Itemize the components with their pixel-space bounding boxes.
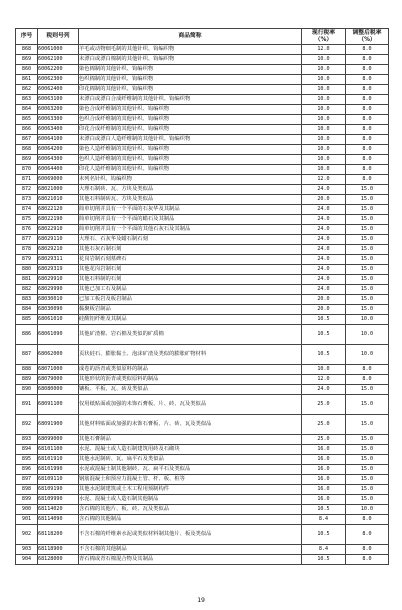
current-rate-cell: 16.0	[302, 485, 346, 495]
code-cell: 68021000	[38, 185, 79, 195]
name-cell: 其他矿渣棉、岩石棉及类似的矿质棉	[79, 325, 302, 345]
current-rate-cell: 24.0	[302, 275, 346, 285]
code-cell: 68029910	[38, 275, 79, 285]
adjusted-rate-cell: 8.0	[346, 365, 389, 375]
seq-cell: 870	[16, 165, 38, 175]
table-row	[16, 95, 389, 105]
code-cell: 68062000	[38, 345, 79, 365]
code-cell: 68114090	[38, 515, 79, 525]
seq-cell: 874	[16, 205, 38, 215]
table-row	[16, 395, 389, 415]
current-rate-cell: 10.5	[302, 505, 346, 515]
adjusted-rate-cell: 15.0	[346, 485, 389, 495]
current-rate-cell: 24.0	[302, 185, 346, 195]
seq-cell: 868	[16, 45, 38, 55]
seq-cell: 877	[16, 235, 38, 245]
table-row	[16, 525, 389, 545]
adjusted-rate-cell: 15.0	[346, 395, 389, 415]
name-cell: 黏聚板岩制品	[79, 305, 302, 315]
adjusted-rate-cell: 8.0	[346, 155, 389, 165]
code-cell: 68021010	[38, 195, 79, 205]
table-row	[16, 125, 389, 135]
adjusted-rate-cell: 10.0	[346, 315, 389, 325]
table-row	[16, 275, 389, 285]
header-current-rate: 现行税率 （%）	[302, 29, 346, 45]
table-row	[16, 295, 389, 305]
table-row	[16, 115, 389, 125]
table-row	[16, 45, 389, 55]
code-cell: 60064200	[38, 145, 79, 155]
adjusted-rate-cell: 8.0	[346, 545, 389, 555]
adjusted-rate-cell: 10.0	[346, 345, 389, 365]
table-row	[16, 495, 389, 505]
code-cell: 60063400	[38, 125, 79, 135]
name-cell: 印花棉制的其他针织、钩编织物	[79, 85, 302, 95]
current-rate-cell: 10.0	[302, 75, 346, 85]
adjusted-rate-cell: 15.0	[346, 475, 389, 485]
table-row	[16, 175, 389, 185]
code-cell: 68101910	[38, 455, 79, 465]
table-row	[16, 315, 389, 325]
current-rate-cell: 24.0	[302, 225, 346, 235]
table-row	[16, 545, 389, 555]
seq-cell: 866	[16, 125, 38, 135]
adjusted-rate-cell: 8.0	[346, 115, 389, 125]
current-rate-cell: 16.0	[302, 445, 346, 455]
adjusted-rate-cell: 15.0	[346, 305, 389, 315]
table-row	[16, 555, 389, 565]
adjusted-rate-cell: 8.0	[346, 75, 389, 85]
table-row	[16, 475, 389, 485]
name-cell: 水泥、混凝土或人造石制其他制品	[79, 495, 302, 505]
code-cell: 60062300	[38, 75, 79, 85]
current-rate-cell: 12.0	[302, 375, 346, 385]
name-cell: 染色人造纤维制的其他针织、钩编织物	[79, 145, 302, 155]
seq-cell: 891	[16, 395, 38, 415]
name-cell: 其他石料制的石刻	[79, 275, 302, 285]
current-rate-cell: 24.0	[302, 265, 346, 275]
adjusted-rate-cell: 8.0	[346, 55, 389, 65]
name-cell: 印花合成纤维制的其他针织、钩编织物	[79, 125, 302, 135]
seq-cell: 892	[16, 415, 38, 435]
name-cell: 其他石料制砖瓦、方块及类似品	[79, 195, 302, 205]
table-row	[16, 145, 389, 155]
code-cell: 60062200	[38, 65, 79, 75]
seq-cell: 889	[16, 375, 38, 385]
table-row	[16, 65, 389, 75]
name-cell: 不含石棉的纤维素水泥或类似材料制其他片、板及类似品	[79, 525, 302, 545]
current-rate-cell: 10.0	[302, 165, 346, 175]
name-cell: 简单切削并具有一个平面的其他石灰石及其制品	[79, 225, 302, 235]
adjusted-rate-cell: 8.0	[346, 515, 389, 525]
table-row	[16, 305, 389, 315]
current-rate-cell: 16.0	[302, 455, 346, 465]
code-cell: 68022190	[38, 215, 79, 225]
adjusted-rate-cell: 15.0	[346, 205, 389, 215]
current-rate-cell: 10.0	[302, 125, 346, 135]
tariff-table	[15, 28, 389, 565]
name-cell: 简单切削并具有一个平面的蜡石及其制品	[79, 215, 302, 225]
code-cell: 68099000	[38, 435, 79, 445]
code-cell: 68029311	[38, 255, 79, 265]
code-cell: 60069000	[38, 175, 79, 185]
seq-cell: 881	[16, 275, 38, 285]
code-cell: 68109990	[38, 495, 79, 505]
table-row	[16, 455, 389, 465]
current-rate-cell: 16.0	[302, 495, 346, 505]
adjusted-rate-cell: 15.0	[346, 415, 389, 435]
adjusted-rate-cell: 15.0	[346, 235, 389, 245]
name-cell: 其他石灰石制石刻	[79, 245, 302, 255]
current-rate-cell: 20.0	[302, 305, 346, 315]
seq-cell: 887	[16, 345, 38, 365]
adjusted-rate-cell: 8.0	[346, 65, 389, 75]
seq-cell: 873	[16, 195, 38, 205]
name-cell: 青石棉或青石棉混合物及其制品	[79, 555, 302, 565]
adjusted-rate-cell: 15.0	[346, 275, 389, 285]
table-row	[16, 215, 389, 225]
current-rate-cell: 25.0	[302, 395, 346, 415]
code-cell: 60064300	[38, 155, 79, 165]
table-row	[16, 385, 389, 395]
seq-cell: 885	[16, 315, 38, 325]
code-cell: 68114020	[38, 505, 79, 515]
name-cell: 染色棉制的其他针织、钩编织物	[79, 65, 302, 75]
adjusted-rate-cell: 15.0	[346, 385, 389, 395]
name-cell: 页状硅石、膨胀黏土、泡沫矿渣及类似的膨胀矿物材料	[79, 345, 302, 365]
seq-cell: 869	[16, 155, 38, 165]
adjusted-rate-cell: 15.0	[346, 495, 389, 505]
table-row	[16, 245, 389, 255]
adjusted-rate-cell: 10.0	[346, 325, 389, 345]
table-row	[16, 195, 389, 205]
current-rate-cell: 10.5	[302, 525, 346, 545]
name-cell: 简单切削并具有一个平面的石灰华及其制品	[79, 205, 302, 215]
name-cell: 其他形状的沥青或类似原料的制品	[79, 375, 302, 385]
current-rate-cell: 25.0	[302, 415, 346, 435]
seq-cell: 900	[16, 505, 38, 515]
seq-cell: 882	[16, 285, 38, 295]
name-cell: 大理石制砖、瓦、方块及类似品	[79, 185, 302, 195]
table-row	[16, 155, 389, 165]
name-cell: 镶板、平板、瓦、砖及类似品	[79, 385, 302, 395]
current-rate-cell: 10.0	[302, 145, 346, 155]
seq-cell: 893	[16, 435, 38, 445]
adjusted-rate-cell: 8.0	[346, 45, 389, 55]
adjusted-rate-cell: 8.0	[346, 555, 389, 565]
seq-cell: 868	[16, 145, 38, 155]
seq-cell: 894	[16, 445, 38, 455]
adjusted-rate-cell: 15.0	[346, 445, 389, 455]
current-rate-cell: 24.0	[302, 205, 346, 215]
seq-cell: 861	[16, 75, 38, 85]
current-rate-cell: 10.0	[302, 115, 346, 125]
adjusted-rate-cell: 8.0	[346, 375, 389, 385]
adjusted-rate-cell: 15.0	[346, 295, 389, 305]
name-cell: 仅用纸贴面或加强的未饰石膏板、片、砖、瓦及类似品	[79, 395, 302, 415]
table-row	[16, 325, 389, 345]
current-rate-cell: 10.0	[302, 155, 346, 165]
name-cell: 成卷的沥青或类似原料的制品	[79, 365, 302, 375]
name-cell: 不含石棉的其他制品	[79, 545, 302, 555]
name-cell: 印花人造纤维制的其他针织、钩编织物	[79, 165, 302, 175]
code-cell: 60063200	[38, 105, 79, 115]
current-rate-cell: 24.0	[302, 235, 346, 245]
current-rate-cell: 10.5	[302, 315, 346, 325]
table-row	[16, 375, 389, 385]
seq-cell: 875	[16, 215, 38, 225]
seq-cell: 886	[16, 325, 38, 345]
current-rate-cell: 24.0	[302, 255, 346, 265]
current-rate-cell: 10.0	[302, 95, 346, 105]
adjusted-rate-cell: 15.0	[346, 245, 389, 255]
code-cell: 68101990	[38, 465, 79, 475]
page-number: 19	[197, 596, 205, 604]
name-cell: 色织棉制的其他针织、钩编织物	[79, 75, 302, 85]
adjusted-rate-cell: 15.0	[346, 195, 389, 205]
seq-cell: 878	[16, 245, 38, 255]
current-rate-cell: 10.0	[302, 65, 346, 75]
seq-cell: 860	[16, 65, 38, 75]
code-cell: 60062100	[38, 55, 79, 65]
current-rate-cell: 20.0	[302, 295, 346, 305]
current-rate-cell: 10.0	[302, 55, 346, 65]
name-cell: 硅酸铝纤维及其制品	[79, 315, 302, 325]
seq-cell: 898	[16, 485, 38, 495]
name-cell: 色织合成纤维制的其他针织、钩编织物	[79, 115, 302, 125]
code-cell: 68071000	[38, 365, 79, 375]
code-cell: 60064100	[38, 135, 79, 145]
current-rate-cell: 25.0	[302, 435, 346, 445]
current-rate-cell: 10.5	[302, 345, 346, 365]
table-header-row	[16, 29, 389, 45]
seq-cell: 862	[16, 85, 38, 95]
header-adjusted-rate: 调整后税率 （%）	[346, 29, 389, 45]
code-cell: 68029319	[38, 265, 79, 275]
code-cell: 68022120	[38, 205, 79, 215]
name-cell: 水泥、混凝土或人造石制建筑用砖及石砌块	[79, 445, 302, 455]
table-row	[16, 365, 389, 375]
seq-cell: 867	[16, 135, 38, 145]
name-cell: 未列名针织、钩编织物	[79, 175, 302, 185]
name-cell: 未漂白或漂白人造纤维制的其他针织、钩编织物	[79, 135, 302, 145]
name-cell: 其他已加工石及制品	[79, 285, 302, 295]
code-cell: 60062400	[38, 85, 79, 95]
code-cell: 68061010	[38, 315, 79, 325]
current-rate-cell: 10.0	[302, 135, 346, 145]
table-row	[16, 165, 389, 175]
table-row	[16, 235, 389, 245]
seq-cell: 884	[16, 305, 38, 315]
name-cell: 其他花岗岩制石刻	[79, 265, 302, 275]
current-rate-cell: 10.5	[302, 555, 346, 565]
adjusted-rate-cell: 15.0	[346, 455, 389, 465]
name-cell: 已加工板岩及板岩制品	[79, 295, 302, 305]
code-cell: 68109190	[38, 485, 79, 495]
name-cell: 染色合成纤维制的其他针织、钩编织物	[79, 105, 302, 115]
table-row	[16, 345, 389, 365]
seq-cell: 876	[16, 225, 38, 235]
seq-cell: 863	[16, 95, 38, 105]
name-cell: 其他材料贴面或加强的未饰石膏板、片、砖、瓦及类似品	[79, 415, 302, 435]
name-cell: 大理石、石灰华及蜡石制石刻	[79, 235, 302, 245]
adjusted-rate-cell: 8.0	[346, 145, 389, 155]
code-cell: 68109110	[38, 475, 79, 485]
code-cell: 68118900	[38, 545, 79, 555]
name-cell: 未漂白或漂白合成纤维制的其他针织、钩编织物	[79, 95, 302, 105]
table-row	[16, 515, 389, 525]
table-row	[16, 465, 389, 475]
table-row	[16, 55, 389, 65]
adjusted-rate-cell: 15.0	[346, 255, 389, 265]
adjusted-rate-cell: 15.0	[346, 185, 389, 195]
adjusted-rate-cell: 15.0	[346, 215, 389, 225]
current-rate-cell: 10.0	[302, 85, 346, 95]
current-rate-cell: 24.0	[302, 285, 346, 295]
seq-cell: 904	[16, 555, 38, 565]
current-rate-cell: 24.0	[302, 215, 346, 225]
seq-cell: 901	[16, 515, 38, 525]
table-row	[16, 265, 389, 275]
table-row	[16, 435, 389, 445]
current-rate-cell: 12.0	[302, 175, 346, 185]
adjusted-rate-cell: 10.0	[346, 505, 389, 515]
code-cell: 68030090	[38, 305, 79, 315]
current-rate-cell: 24.0	[302, 245, 346, 255]
seq-cell: 899	[16, 495, 38, 505]
code-cell: 68118200	[38, 525, 79, 545]
name-cell: 含石棉的其他制品	[79, 515, 302, 525]
adjusted-rate-cell: 15.0	[346, 435, 389, 445]
seq-cell: 869	[16, 55, 38, 65]
code-cell: 68080000	[38, 385, 79, 395]
table-row	[16, 285, 389, 295]
table-row	[16, 205, 389, 215]
adjusted-rate-cell: 8.0	[346, 175, 389, 185]
seq-cell: 888	[16, 365, 38, 375]
seq-cell: 872	[16, 185, 38, 195]
seq-cell: 897	[16, 475, 38, 485]
table-row	[16, 225, 389, 235]
code-cell: 68101100	[38, 445, 79, 455]
name-cell: 其他水泥制建筑或土木工程用预制构件	[79, 485, 302, 495]
seq-cell: 865	[16, 115, 38, 125]
adjusted-rate-cell: 15.0	[346, 465, 389, 475]
code-cell: 68030010	[38, 295, 79, 305]
code-cell: 68091900	[38, 415, 79, 435]
table-row	[16, 445, 389, 455]
adjusted-rate-cell: 15.0	[346, 285, 389, 295]
code-cell: 68029110	[38, 235, 79, 245]
code-cell: 68079000	[38, 375, 79, 385]
adjusted-rate-cell: 8.0	[346, 135, 389, 145]
current-rate-cell: 8.4	[302, 545, 346, 555]
adjusted-rate-cell: 15.0	[346, 265, 389, 275]
seq-cell: 903	[16, 545, 38, 555]
seq-cell: 871	[16, 175, 38, 185]
name-cell: 色织人造纤维制的其他针织、钩编织物	[79, 155, 302, 165]
table-row	[16, 255, 389, 265]
adjusted-rate-cell: 8.0	[346, 165, 389, 175]
current-rate-cell: 8.4	[302, 515, 346, 525]
table-row	[16, 75, 389, 85]
name-cell: 其他石膏制品	[79, 435, 302, 445]
name-cell: 花岗岩制石刻墓碑石	[79, 255, 302, 265]
code-cell: 60063100	[38, 95, 79, 105]
seq-cell: 890	[16, 385, 38, 395]
name-cell: 其他水泥制砖、瓦、扁平石及类似品	[79, 455, 302, 465]
name-cell: 钢筋混凝土和预应力混凝土管、杆、板、桩等	[79, 475, 302, 485]
code-cell: 68091100	[38, 395, 79, 415]
adjusted-rate-cell: 8.0	[346, 525, 389, 545]
seq-cell: 902	[16, 525, 38, 545]
seq-cell: 879	[16, 255, 38, 265]
current-rate-cell: 24.0	[302, 385, 346, 395]
current-rate-cell: 10.0	[302, 105, 346, 115]
current-rate-cell: 16.0	[302, 475, 346, 485]
current-rate-cell: 16.0	[302, 465, 346, 475]
header-seq: 序号	[16, 29, 38, 45]
table-row	[16, 105, 389, 115]
code-cell: 68022910	[38, 225, 79, 235]
code-cell: 60064400	[38, 165, 79, 175]
header-code: 税则号列	[38, 29, 79, 45]
table-row	[16, 415, 389, 435]
adjusted-rate-cell: 8.0	[346, 95, 389, 105]
seq-cell: 864	[16, 105, 38, 115]
table-row	[16, 85, 389, 95]
name-cell: 未漂白或漂白棉制的其他针织、钩编织物	[79, 55, 302, 65]
current-rate-cell: 20.0	[302, 195, 346, 205]
code-cell: 68029210	[38, 245, 79, 255]
adjusted-rate-cell: 8.0	[346, 85, 389, 95]
name-cell: 含石棉的其他片、板、砖、瓦及类似品	[79, 505, 302, 515]
adjusted-rate-cell: 15.0	[346, 225, 389, 235]
table-row	[16, 185, 389, 195]
current-rate-cell: 10.5	[302, 325, 346, 345]
code-cell: 60061000	[38, 45, 79, 55]
adjusted-rate-cell: 8.0	[346, 105, 389, 115]
name-cell: 羊毛或动物细毛制的其他针织、钩编织物	[79, 45, 302, 55]
current-rate-cell: 10.0	[302, 365, 346, 375]
code-cell: 60063300	[38, 115, 79, 125]
header-name: 商品简称	[79, 29, 302, 45]
seq-cell: 896	[16, 465, 38, 475]
table-row	[16, 505, 389, 515]
code-cell: 68128000	[38, 555, 79, 565]
code-cell: 68061090	[38, 325, 79, 345]
seq-cell: 883	[16, 295, 38, 305]
table-row	[16, 485, 389, 495]
name-cell: 水泥或混凝土制其他制砖、瓦、扁平石及类似品	[79, 465, 302, 475]
current-rate-cell: 12.0	[302, 45, 346, 55]
adjusted-rate-cell: 8.0	[346, 125, 389, 135]
seq-cell: 895	[16, 455, 38, 465]
table-row	[16, 135, 389, 145]
code-cell: 68029990	[38, 285, 79, 295]
seq-cell: 880	[16, 265, 38, 275]
